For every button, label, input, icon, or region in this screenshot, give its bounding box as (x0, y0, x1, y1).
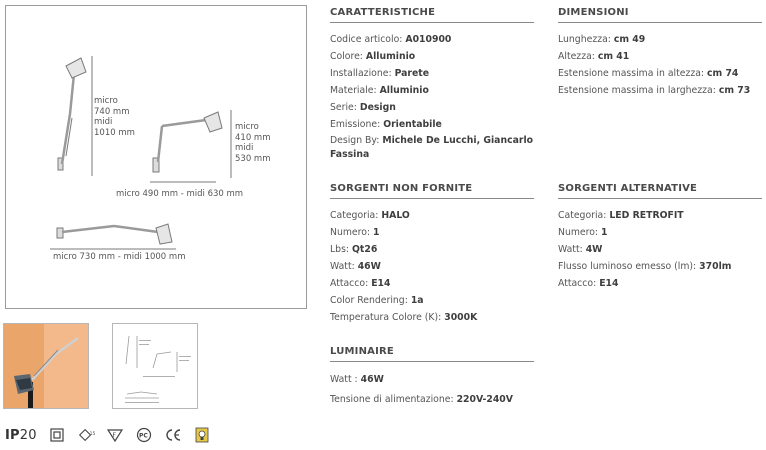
spec-row: Codice articolo: A010900 (330, 34, 452, 45)
spec-row: Watt: 46W (330, 261, 381, 272)
ce-icon (164, 427, 182, 443)
lamp-head-1 (66, 58, 86, 78)
main-product-image[interactable] (5, 5, 307, 309)
enec-icon (77, 427, 95, 443)
spec-row: Estensione massima in altezza: cm 74 (558, 68, 739, 79)
spec-row: Attacco: E14 (330, 278, 391, 289)
lower-arm-3 (62, 226, 114, 232)
spec-row: Categoria: LED RETROFIT (558, 210, 684, 221)
lamp-head-3 (156, 224, 172, 244)
spec-row: Flusso luminoso emesso (lm): 370lm (558, 261, 732, 272)
dimension-thumb-svg (113, 324, 198, 409)
sorgenti-non-fornite-section (330, 183, 534, 326)
sorgenti-non-fornite-title: SORGENTI NON FORNITE (330, 183, 534, 199)
spec-row: Tensione di alimentazione: 220V-240V (330, 394, 513, 405)
spec-row: Watt : 46W (330, 374, 384, 385)
spec-row: Colore: Alluminio (330, 51, 416, 62)
spec-row: Estensione massima in larghezza: cm 73 (558, 85, 751, 96)
upper-arm-1 (70, 74, 74, 114)
caratteristiche-section (330, 7, 534, 162)
f-mark-icon (106, 427, 124, 443)
svg-text:15: 15 (89, 432, 95, 437)
spec-row: Materiale: Alluminio (330, 85, 429, 96)
upper-arm-3 (114, 226, 158, 232)
wall-mount-3 (57, 228, 63, 238)
upper-arm-2 (162, 120, 206, 126)
dimensioni-title: DIMENSIONI (558, 7, 762, 23)
caratteristiche-title: CARATTERISTICHE (330, 7, 534, 23)
luminaire-title: LUMINAIRE (330, 346, 534, 362)
svg-text:PC: PC (138, 432, 148, 440)
pct-icon (135, 427, 153, 443)
luminaire-section (330, 346, 534, 410)
lower-arm-2 (158, 126, 162, 162)
spec-row: Watt: 4W (558, 244, 603, 255)
spec-row: Lunghezza: cm 49 (558, 34, 646, 45)
spec-row: Serie: Design (330, 102, 396, 113)
spec-row: Numero: 1 (330, 227, 380, 238)
lamp-head-2 (204, 112, 222, 132)
ip-rating: IP20 (5, 427, 37, 443)
certifications-bar (5, 426, 211, 444)
spec-row: Altezza: cm 41 (558, 51, 630, 62)
bulb-class-icon (193, 427, 211, 443)
spec-row: Temperatura Colore (K): 3000K (330, 312, 478, 323)
table-reach-label: micro 490 mm - midi 630 mm (116, 189, 244, 199)
spec-row: Attacco: E14 (558, 278, 619, 289)
class-ii-icon (48, 427, 66, 443)
table-height-label: micro 410 mm midi 530 mm (235, 122, 271, 164)
wall-height-label: micro 740 mm midi 1010 mm (94, 96, 135, 138)
wall-reach-label: micro 730 mm - midi 1000 mm (53, 252, 186, 262)
sorgenti-alternative-title: SORGENTI ALTERNATIVE (558, 183, 762, 199)
spec-row: Design By: Michele De Lucchi, Giancarlo Fassina (330, 135, 534, 160)
spec-row: Color Rendering: 1a (330, 295, 424, 306)
spec-row: Installazione: Parete (330, 68, 430, 79)
thumbnail-dimension-drawing[interactable] (112, 323, 198, 409)
thumbnail-lamp-photo[interactable] (3, 323, 89, 409)
spec-row: Numero: 1 (558, 227, 608, 238)
dimensioni-section (558, 7, 762, 99)
spec-row: Lbs: Qt26 (330, 244, 378, 255)
spec-row: Categoria: HALO (330, 210, 410, 221)
lamp-photo-svg (4, 324, 89, 409)
spec-row: Emissione: Orientabile (330, 119, 442, 130)
sorgenti-alternative-section (558, 183, 762, 292)
svg-text:F: F (112, 432, 116, 439)
